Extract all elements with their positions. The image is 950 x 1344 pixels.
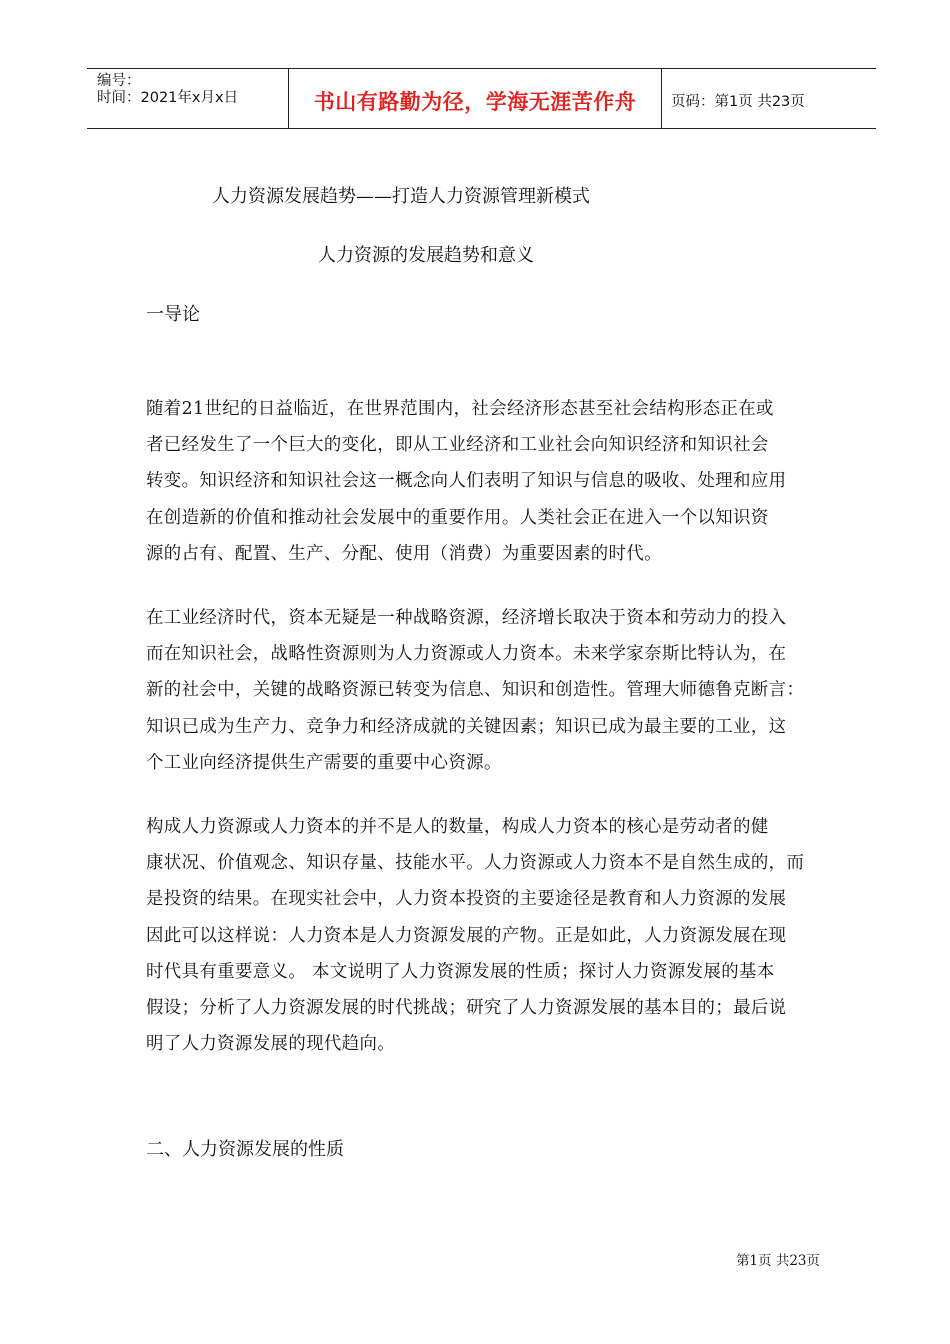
paragraph-line: 构成人力资源或人力资本的并不是人的数量，构成人力资本的核心是劳动者的健 xyxy=(146,817,769,837)
paragraph-line: 康状况、价值观念、知识存量、技能水平。人力资源或人力资本不是自然生成的，而 xyxy=(146,853,805,874)
document-subtitle: 人力资源的发展趋势和意义 xyxy=(318,245,534,266)
paragraph-line: 时代具有重要意义。 本文说明了人力资源发展的性质；探讨人力资源发展的基本 xyxy=(146,961,775,982)
paragraph-line: 在创造新的价值和推动社会发展中的重要作用。人类社会正在进入一个以知识资 xyxy=(146,507,769,528)
document-title: 人力资源发展趋势——打造人力资源管理新模式 xyxy=(212,186,590,207)
paragraph-line: 因此可以这样说：人力资本是人力资源发展的产物。正是如此，人力资源发展在现 xyxy=(146,925,787,946)
paragraph-2 xyxy=(146,600,822,781)
section-heading-nature: 二、人力资源发展的性质 xyxy=(146,1139,344,1160)
paragraph-line: 而在知识社会，战略性资源则为人力资源或人力资本。未来学家奈斯比特认为，在 xyxy=(146,644,787,665)
motto-text: 书山有路勤为径，学海无涯苦作舟 xyxy=(313,89,637,114)
paragraph-line: 明了人力资源发展的现代趋向。 xyxy=(146,1034,396,1055)
serial-number-label: 编号： xyxy=(97,73,141,89)
paragraph-line: 随着21世纪的日益临近，在世界范围内，社会经济形态甚至社会结构形态正在或 xyxy=(146,399,774,419)
paragraph-line: 知识已成为生产力、竞争力和经济成就的关键因素；知识已成为最主要的工业，这 xyxy=(146,716,787,737)
header-meta-cell xyxy=(87,69,289,128)
paragraph-line: 新的社会中，关键的战略资源已转变为信息、知识和创造性。管理大师德鲁克断言： xyxy=(146,680,805,701)
header-motto-cell xyxy=(289,69,662,128)
paragraph-line: 假设；分析了人力资源发展的时代挑战；研究了人力资源发展的基本目的；最后说 xyxy=(146,998,787,1019)
paragraph-line: 是投资的结果。在现实社会中，人力资本投资的主要途径是教育和人力资源的发展 xyxy=(146,889,787,910)
paragraph-line: 在工业经济时代，资本无疑是一种战略资源，经济增长取决于资本和劳动力的投入 xyxy=(146,608,787,628)
paragraph-line: 源的占有、配置、生产、分配、使用（消费）为重要因素的时代。 xyxy=(146,543,662,564)
footer-page-number: 第1页 共23页 xyxy=(735,1253,820,1269)
paragraph-3 xyxy=(146,809,822,1062)
page-info: 页码：第1页 共23页 xyxy=(671,94,805,110)
paragraph-line: 者已经发生了一个巨大的变化，即从工业经济和工业社会向知识经济和知识社会 xyxy=(146,435,769,456)
header-page-cell xyxy=(662,69,876,128)
paragraph-line: 个工业向经济提供生产需要的重要中心资源。 xyxy=(146,752,502,773)
paragraph-line: 转变。知识经济和知识社会这一概念向人们表明了知识与信息的吸收、处理和应用 xyxy=(146,471,787,492)
paragraph-1 xyxy=(146,391,822,572)
document-header xyxy=(87,68,876,129)
date-label: 时间：2021年x月x日 xyxy=(97,90,239,106)
section-heading-intro: 一导论 xyxy=(146,304,200,325)
